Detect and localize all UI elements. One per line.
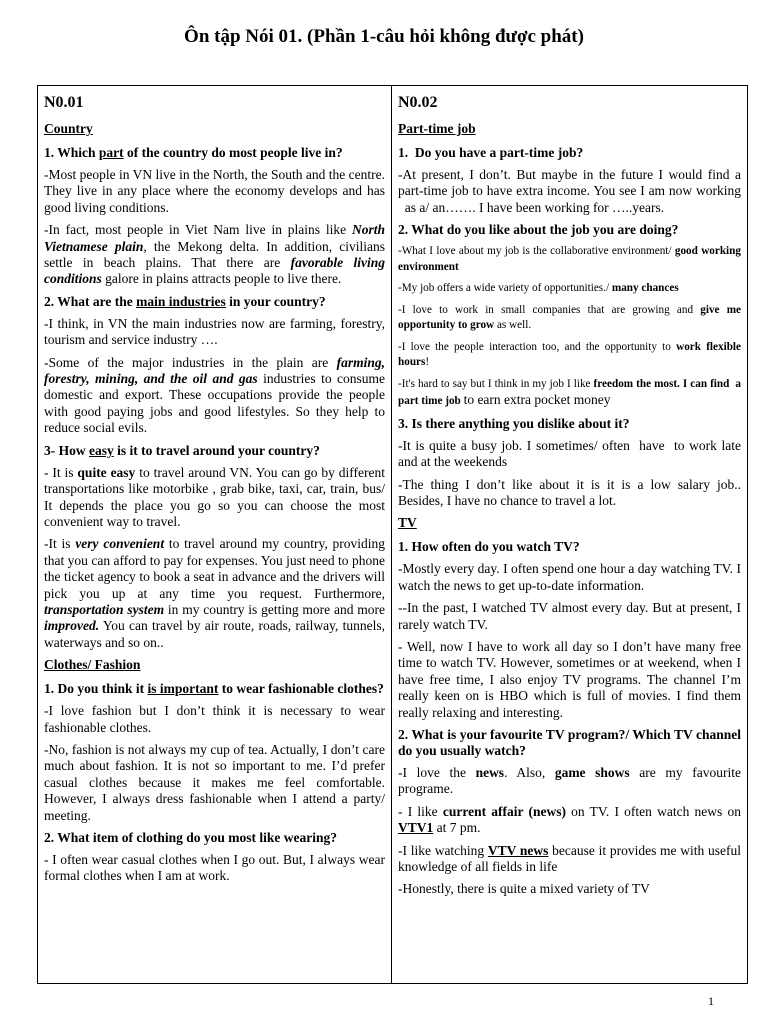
column-n001 [38, 86, 391, 983]
answer: - It is quite easy to travel around VN. You can go by different transportations like motorbike , grab bike, taxi, car, train, bus/ It depends the place you go so you can choose the most convenient way to travel. [44, 464, 386, 529]
topic-heading: TV [398, 515, 417, 531]
answer: -It's hard to say but I think in my job I like freedom the most. I can find a part time job to earn extra pocket money [398, 377, 741, 408]
answer: -I think, in VN the main industries now are farming, forestry, tourism and service industry …. [44, 315, 385, 348]
answer: - I like current affair (news) on TV. I often watch news on VTV1 at 7 pm. [398, 803, 741, 836]
question: 3- How easy is it to travel around your country? [44, 442, 320, 458]
topic-heading: Clothes/ Fashion [44, 657, 141, 673]
answer: -Mostly every day. I often spend one hour a day watching TV. I watch the news to get up-to-date information. [398, 561, 741, 593]
answer: -The thing I don’t like about it is it is a low salary job.. Besides, I have no chance to travel a lot. [398, 476, 741, 508]
answer: -I like watching VTV news because it provides me with useful knowledge of all fields in life [398, 842, 742, 875]
answer: -It is quite a busy job. I sometimes/ often have to work late and at the weekends [398, 437, 741, 470]
question: 1. Do you have a part-time job? [398, 145, 584, 160]
answer: - Well, now I have to work all day so I don’t have many free time to watch TV. However, sometimes or at weekend, when I have free time, I also enjoy TV programs. The channel I’m really keen on is HBO which is full of movies. I find them really relaxing and interesting. [398, 638, 741, 720]
answer: -At present, I don’t. But maybe in the future I would find a part-time job to have extra income. You see I am now working as a/ an……. I have been working for …..years. [398, 167, 741, 215]
qa-table [37, 85, 748, 984]
answer: --In the past, I watched TV almost every day. But at present, I rarely watch TV. [398, 600, 741, 632]
question: 1. How often do you watch TV? [398, 539, 580, 555]
answer: -I love fashion but I don’t think it is necessary to wear fashionable clothes. [44, 703, 385, 735]
question: 3. Is there anything you dislike about it? [398, 415, 630, 431]
question: 1. Do you think it is important to wear fashionable clothes? [44, 681, 384, 697]
column-body [44, 121, 385, 885]
answer: -In fact, most people in Viet Nam live in plains like North Vietnamese plain, the Mekong delta. In addition, civilians settle in beach plains. That there are favorable living conditions galore in plains attracts people to live there. [44, 222, 385, 287]
answer: -I love the people interaction too, and the opportunity to work flexible hours! [398, 340, 741, 369]
column-heading: N0.01 [44, 94, 84, 111]
answer: - I often wear casual clothes when I go out. But, I always wear formal clothes when I am at work. [44, 852, 385, 884]
answer: -I love the news. Also, game shows are my favourite programe. [398, 765, 741, 797]
question: 2. What are the main industries in your country? [44, 293, 326, 309]
column-n002 [391, 86, 747, 983]
answer: -It is very convenient to travel around my country, providing that you can afford to pay for expenses. You just need to phone the ticket agency to book a seat in advance and the drivers will pick you up at any time you request. Furthermore, transportation system in my country is getting more and more improved. You can travel by air route, roads, railway, tunnels, waterways and so on.. [44, 536, 385, 650]
page-number: 1 [708, 994, 714, 1008]
answer: -Honestly, there is quite a mixed variety of TV [398, 881, 650, 897]
question: 2. What is your favourite TV program?/ Which TV channel do you usually watch? [398, 727, 741, 758]
topic-heading: Country [44, 121, 93, 136]
answer: -I love to work in small companies that are growing and give me opportunity to grow as well. [398, 303, 742, 332]
column-heading: N0.02 [398, 94, 438, 111]
topic-heading: Part-time job [398, 121, 476, 136]
question: 1. Which part of the country do most people live in? [44, 145, 343, 160]
question: 2. What item of clothing do you most like wearing? [44, 830, 337, 845]
answer: -My job offers a wide variety of opportunities./ many chances [398, 282, 679, 295]
page-title: Ôn tập Nói 01. (Phần 1-câu hỏi không được phát) [184, 26, 584, 47]
answer: -No, fashion is not always my cup of tea. Actually, I don’t care much about fashion. It is not so important to me. I’d prefer casual clothes because it makes me feel comfortable. However, I always dress fashionable when I attend a party/ meeting. [44, 741, 385, 823]
answer: -Most people in VN live in the North, the South and the centre. They live in any place where the economy develops and has good living conditions. [44, 167, 385, 215]
answer: -Some of the major industries in the plain are farming, forestry, mining, and the oil and gas industries to consume domestic and export. These occupations provide the people with good paying jobs and good lifestyles. So they help to reduce social evils. [44, 354, 385, 436]
question: 2. What do you like about the job you are doing? [398, 222, 679, 238]
column-body [398, 121, 741, 898]
answer: -What I love about my job is the collaborative environment/ good working environment [398, 245, 741, 273]
